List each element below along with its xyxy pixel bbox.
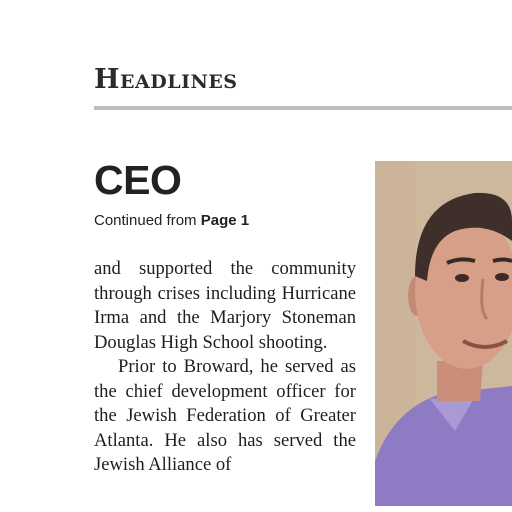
- article-headline: CEO: [94, 157, 182, 203]
- section-divider: [94, 106, 512, 110]
- article-body: [94, 257, 356, 478]
- headshot-photo: [375, 161, 512, 506]
- article-paragraph: Prior to Broward, he served as the chief development officer for the Jewish Federation of Greater Atlanta. He also has served the Jewish Alliance of: [94, 356, 356, 475]
- continued-page-link[interactable]: Page 1: [200, 212, 250, 229]
- continued-line: [94, 212, 249, 229]
- continued-prefix: Continued from: [94, 212, 201, 229]
- section-title: Headlines: [94, 64, 238, 95]
- portrait-illustration: [375, 161, 512, 506]
- article-paragraph: and supported the community through crises including Hurricane Irma and the Marjory Stoneman Douglas High School shooting.: [94, 258, 356, 353]
